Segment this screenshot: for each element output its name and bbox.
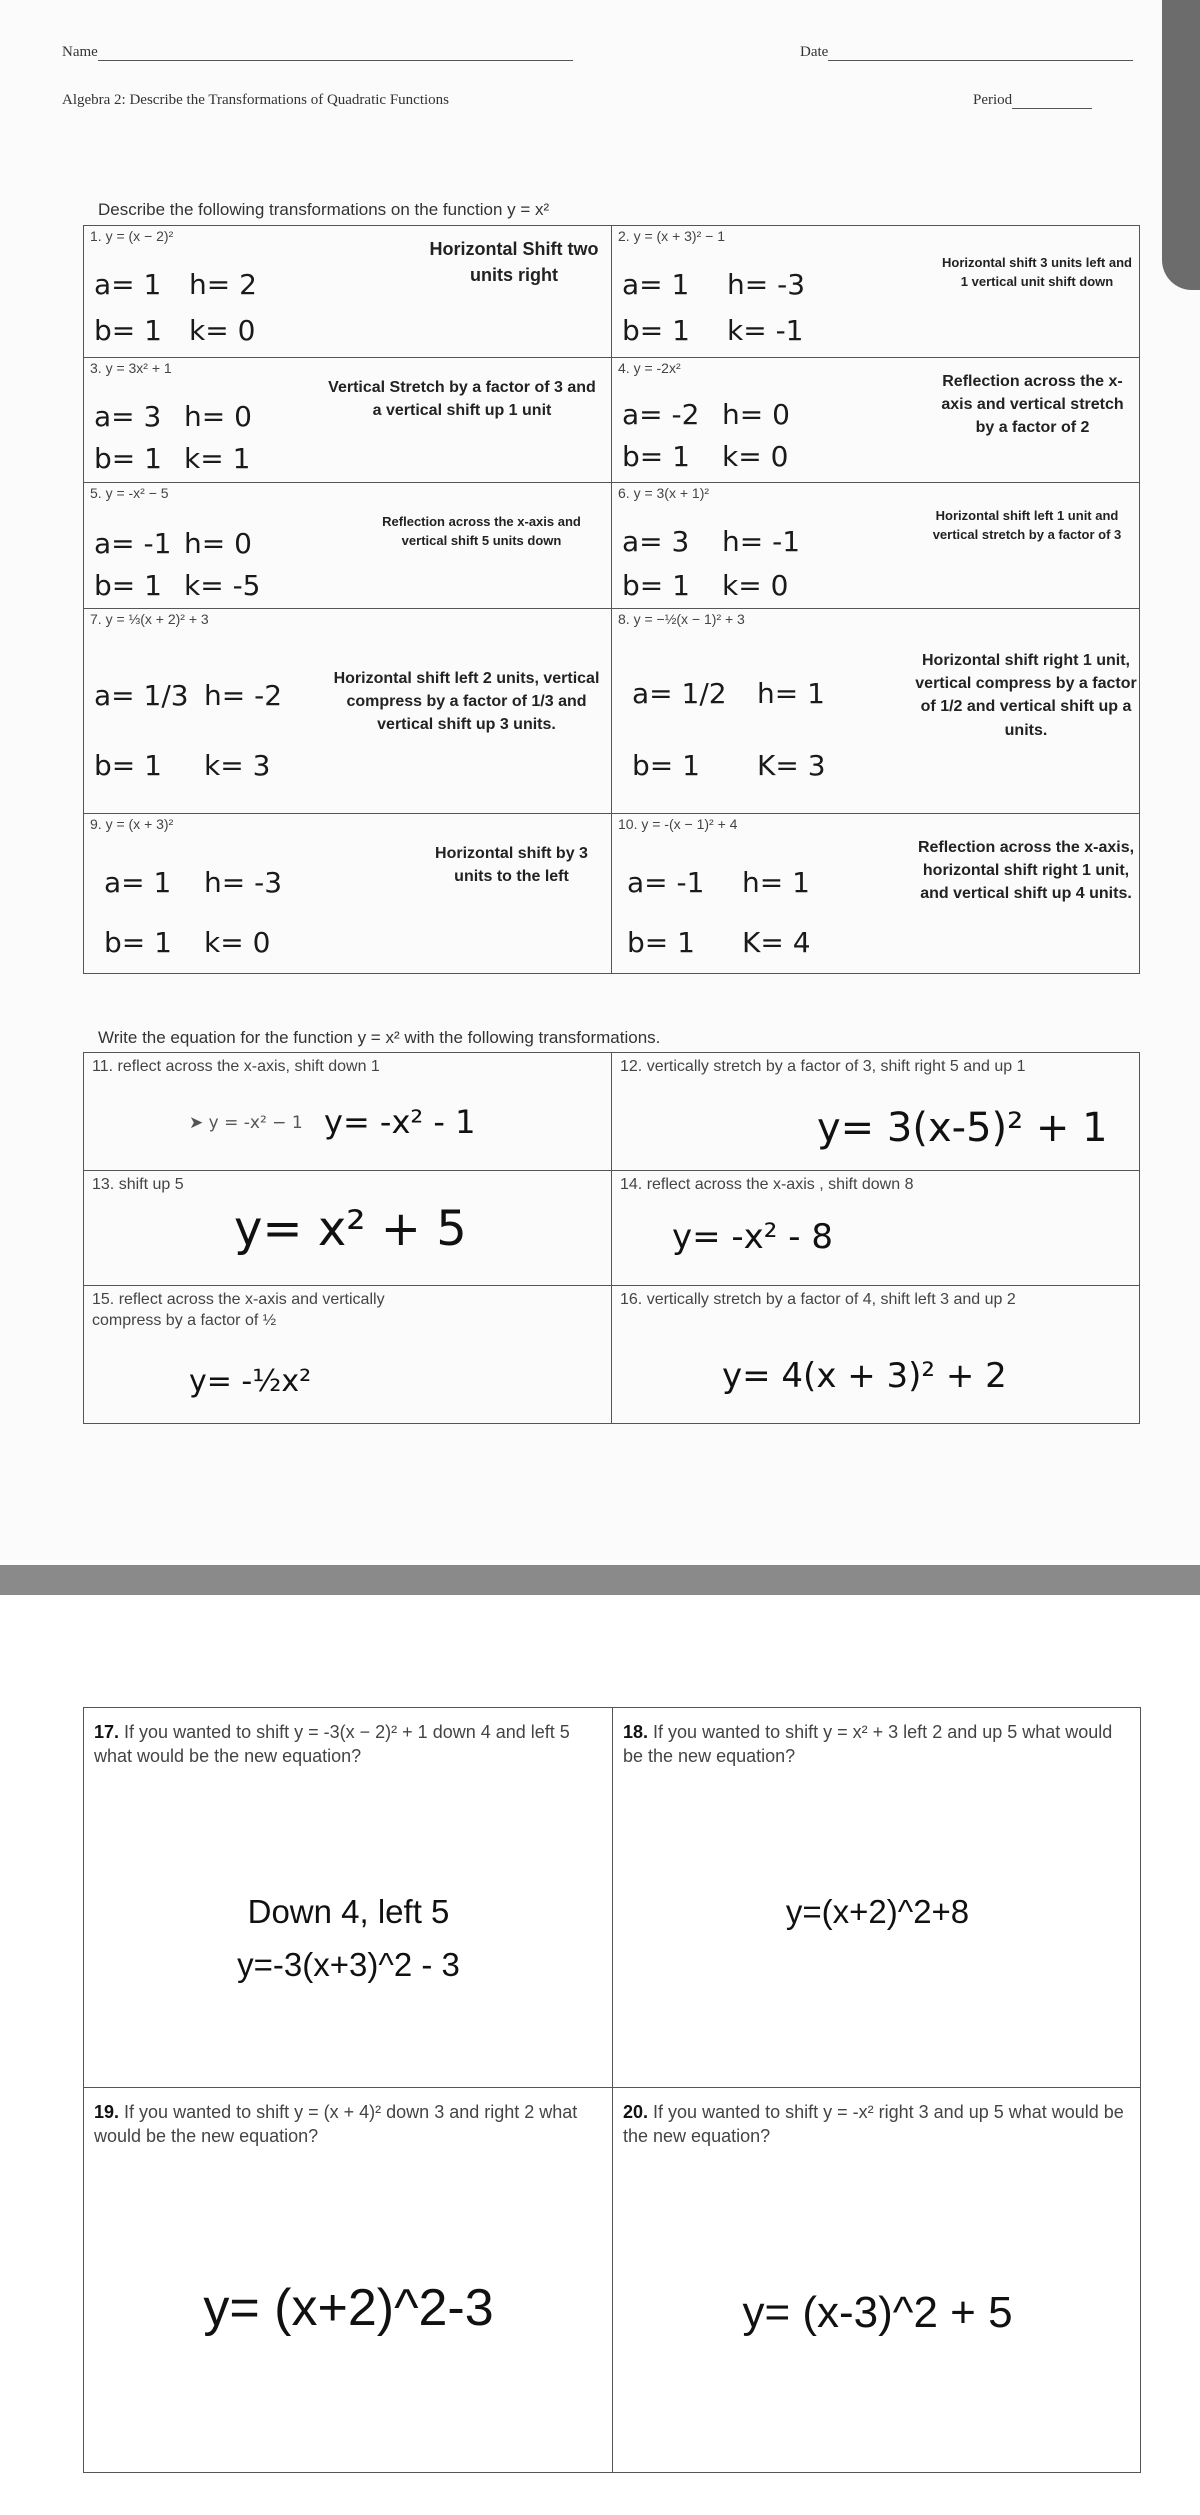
handwritten-k: K= 3 (757, 749, 826, 782)
name-line: Name (62, 44, 573, 61)
transformation-description: Horizontal shift by 3 units to the left (435, 845, 588, 886)
worksheet-page-2 (0, 1595, 1200, 2515)
handwritten-b: b= 1 (104, 926, 172, 959)
problem-cell (612, 483, 1140, 609)
transformation-description: Reflection across the x-axis, horizontal shift right 1 unit, and vertical shift up 4 units. (917, 839, 1135, 903)
handwritten-answer: y= -x² - 8 (672, 1217, 833, 1257)
equation-cell (612, 1171, 1140, 1286)
word-problem-cell (84, 2088, 613, 2473)
handwritten-k: k= 0 (189, 314, 256, 347)
handwritten-a: a= -2 (622, 398, 700, 431)
transformation-description: Horizontal shift 3 units left and 1 vertical unit shift down (942, 255, 1132, 289)
word-problem-prompt: 19. If you wanted to shift y = (x + 4)² down 3 and right 2 what would be the new equation? (94, 2102, 578, 2147)
transformation-description: Reflection across the x-axis and vertical shift 5 units down (382, 514, 581, 548)
handwritten-h: h= -3 (727, 268, 806, 301)
handwritten-k: k= 0 (204, 926, 271, 959)
handwritten-h: h= 0 (184, 400, 252, 433)
problem-cell (612, 358, 1140, 483)
handwritten-b: b= 1 (622, 440, 690, 473)
equation-prompt: 11. reflect across the x-axis, shift down 1 (92, 1058, 380, 1075)
handwritten-answer: y= 3(x-5)² + 1 (817, 1105, 1108, 1151)
word-problem-cell (84, 1708, 613, 2088)
handwritten-h: h= 1 (757, 677, 825, 710)
problem-cell (612, 814, 1140, 974)
handwritten-answer: y= -½x² (189, 1364, 312, 1399)
equation-prompt: 15. reflect across the x-axis and vertically compress by a factor of ½ (92, 1291, 385, 1329)
word-problems-table (83, 1707, 1141, 2473)
transformation-description: Horizontal shift right 1 unit, vertical compress by a factor of 1/2 and vertical shift up a units. (915, 652, 1137, 739)
equation-cell (612, 1053, 1140, 1171)
transformation-description: Horizontal Shift two units right (429, 239, 599, 286)
answer-line: y= (x-3)^2 + 5 (742, 2288, 1013, 2337)
handwritten-b: b= 1 (94, 442, 162, 475)
handwritten-answer: y= x² + 5 (234, 1201, 467, 1257)
handwritten-b: b= 1 (622, 569, 690, 602)
handwritten-h: h= 1 (742, 866, 810, 899)
word-problem-cell (613, 2088, 1141, 2473)
handwritten-a: a= 1/3 (94, 679, 189, 712)
problem-label: 6. y = 3(x + 1)² (618, 485, 710, 501)
problem-label: 5. y = -x² − 5 (90, 485, 169, 501)
handwritten-b: b= 1 (94, 569, 162, 602)
handwritten-h: h= -3 (204, 866, 283, 899)
word-problem-prompt: 17. If you wanted to shift y = -3(x − 2)² + 1 down 4 and left 5 what would be the new equation? (94, 1722, 570, 1767)
problem-label: 1. y = (x − 2)² (90, 228, 174, 244)
handwritten-k: k= -5 (184, 569, 261, 602)
problem-cell (612, 609, 1140, 814)
transformation-description: Reflection across the x-axis and vertical stretch by a factor of 2 (941, 373, 1124, 437)
handwritten-a: a= 1 (104, 866, 172, 899)
problem-label: 7. y = ⅓(x + 2)² + 3 (90, 611, 209, 627)
handwritten-b: b= 1 (94, 314, 162, 347)
background-edge (1162, 0, 1200, 290)
problem-label: 2. y = (x + 3)² − 1 (618, 228, 725, 244)
page-separator (0, 1565, 1200, 1595)
printed-example: ➤ y = -x² − 1 (189, 1113, 303, 1133)
equation-prompt: 13. shift up 5 (92, 1176, 184, 1193)
equation-prompt: 12. vertically stretch by a factor of 3, shift right 5 and up 1 (620, 1058, 1026, 1075)
date-line: Date (800, 44, 1133, 61)
word-problem-prompt: 18. If you wanted to shift y = x² + 3 left 2 and up 5 what would be the new equation? (623, 1722, 1113, 1767)
equation-prompt: 14. reflect across the x-axis , shift down 8 (620, 1176, 914, 1193)
handwritten-h: h= 0 (722, 398, 790, 431)
handwritten-h: h= -1 (722, 525, 801, 558)
equation-cell (84, 1171, 612, 1286)
word-problem-prompt: 20. If you wanted to shift y = -x² right 3 and up 5 what would be the new equation? (623, 2102, 1124, 2147)
transformation-description: Vertical Stretch by a factor of 3 and a vertical shift up 1 unit (328, 379, 596, 420)
handwritten-k: k= 0 (722, 440, 789, 473)
problem-label: 10. y = -(x − 1)² + 4 (618, 816, 738, 832)
part1-instruction: Describe the following transformations on the function y = x² (98, 200, 550, 219)
transformation-description: Horizontal shift left 2 units, vertical compress by a factor of 1/3 and vertical shift up 3 units. (333, 670, 600, 734)
equation-cell (84, 1286, 612, 1424)
handwritten-k: k= -1 (727, 314, 804, 347)
problem-label: 4. y = -2x² (618, 360, 681, 376)
problem-label: 9. y = (x + 3)² (90, 816, 174, 832)
problem-cell (84, 483, 612, 609)
problem-cell (84, 226, 612, 358)
transformation-description: Horizontal shift left 1 unit and vertical stretch by a factor of 3 (932, 508, 1122, 542)
problem-label: 3. y = 3x² + 1 (90, 360, 172, 376)
equations-table (83, 1052, 1140, 1424)
word-problem-cell (613, 1708, 1141, 2088)
handwritten-a: a= 1 (94, 268, 162, 301)
handwritten-k: K= 4 (742, 926, 811, 959)
handwritten-answer: y= 4(x + 3)² + 2 (722, 1356, 1007, 1396)
handwritten-h: h= -2 (204, 679, 283, 712)
problem-label: 8. y = −½(x − 1)² + 3 (618, 611, 745, 627)
handwritten-b: b= 1 (94, 749, 162, 782)
handwritten-k: k= 1 (184, 442, 251, 475)
handwritten-b: b= 1 (627, 926, 695, 959)
handwritten-a: a= 1 (622, 268, 690, 301)
problem-cell (84, 609, 612, 814)
handwritten-a: a= 3 (622, 525, 690, 558)
handwritten-answer: y= -x² - 1 (324, 1103, 476, 1141)
handwritten-b: b= 1 (622, 314, 690, 347)
worksheet-title: Algebra 2: Describe the Transformations of Quadratic Functions (62, 92, 450, 108)
period-line: Period (973, 92, 1092, 109)
handwritten-h: h= 0 (184, 527, 252, 560)
handwritten-a: a= 1/2 (632, 677, 727, 710)
answer-line: y= (x+2)^2-3 (203, 2279, 494, 2337)
problem-cell (612, 226, 1140, 358)
equation-cell (612, 1286, 1140, 1424)
part2-instruction: Write the equation for the function y = x² with the following transformations. (98, 1028, 661, 1047)
answer-line: y=-3(x+3)^2 - 3 (237, 1946, 460, 1983)
handwritten-k: k= 3 (204, 749, 271, 782)
handwritten-k: k= 0 (722, 569, 789, 602)
transformations-table (83, 225, 1140, 974)
equation-cell (84, 1053, 612, 1171)
handwritten-h: h= 2 (189, 268, 257, 301)
handwritten-b: b= 1 (632, 749, 700, 782)
answer-line: Down 4, left 5 (247, 1893, 450, 1930)
problem-cell (84, 358, 612, 483)
handwritten-a: a= -1 (94, 527, 172, 560)
handwritten-a: a= -1 (627, 866, 705, 899)
equation-prompt: 16. vertically stretch by a factor of 4, shift left 3 and up 2 (620, 1291, 1016, 1308)
problem-cell (84, 814, 612, 974)
handwritten-a: a= 3 (94, 400, 162, 433)
answer-line: y=(x+2)^2+8 (785, 1893, 970, 1930)
